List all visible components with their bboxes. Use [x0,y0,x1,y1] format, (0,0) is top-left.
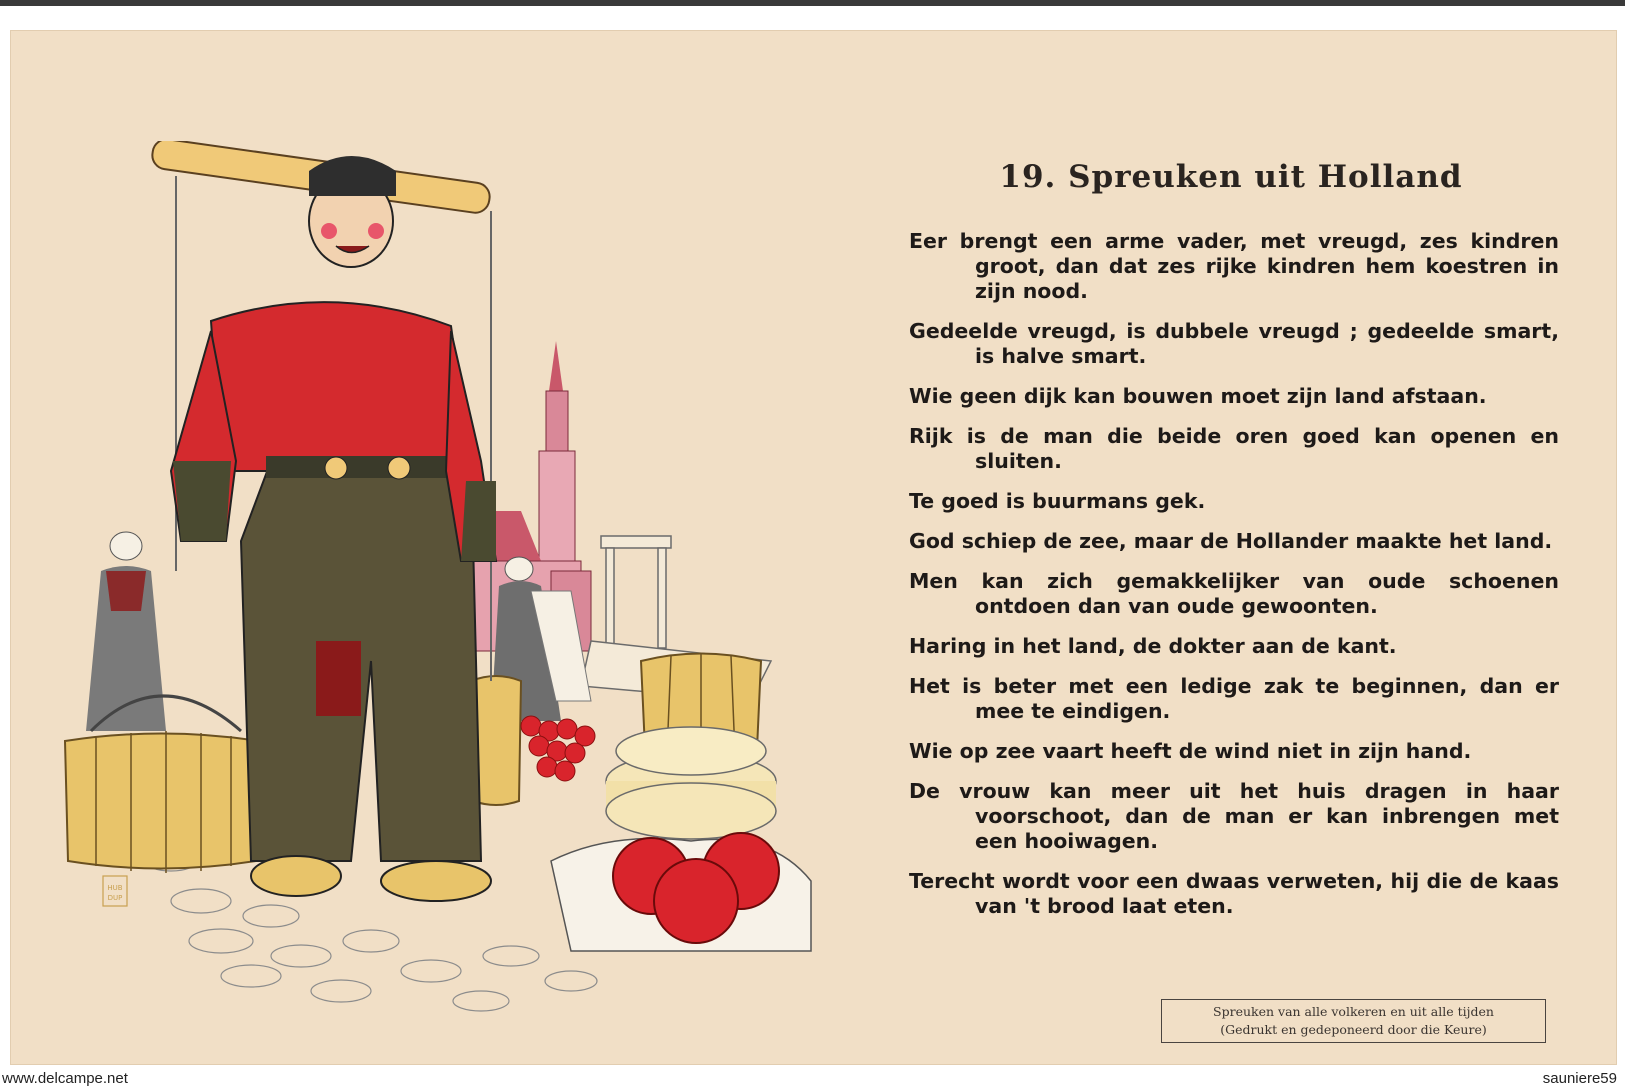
sayings-list [909,229,1559,934]
saying-item: God schiep de zee, maar de Hollander maakte het land. [909,529,1553,553]
saying-item: Wie geen dijk kan bouwen moet zijn land afstaan. [909,384,1487,408]
svg-text:HUB: HUB [107,884,123,892]
woman-left [86,532,166,731]
small-red-cheeses [521,716,595,781]
saying-item: Gedeelde vreugd, is dubbele vreugd ; gedeelde smart, is halve smart. [909,319,1559,368]
postcard [10,30,1617,1065]
publisher-box [1161,999,1546,1043]
publisher-line-2: (Gedrukt en gedeponeerd door die Keure) [1220,1022,1487,1037]
saying-item: Men kan zich gemakkelijker van oude schoenen ontdoen dan van oude gewoonten. [909,569,1559,618]
saying-item: Eer brengt een arme vader, met vreugd, zes kindren groot, dan dat zes rijke kindren hem koestren in zijn nood. [909,229,1559,303]
svg-text:DUP: DUP [107,894,123,902]
saying-item: Te goed is buurmans gek. [909,489,1206,513]
dutch-man-illustration [51,141,881,1041]
saying-item: Rijk is de man die beide oren goed kan openen en sluiten. [909,424,1559,473]
saying-item: Haring in het land, de dokter aan de kant. [909,634,1397,658]
publisher-line-1: Spreuken van alle volkeren en uit alle tijden [1213,1004,1494,1019]
saying-item: Wie op zee vaart heeft de wind niet in zijn hand. [909,739,1472,763]
cobblestones [145,851,597,1011]
cheese-pile [551,727,811,951]
saying-item: De vrouw kan meer uit het huis dragen in haar voorschoot, dan de man er kan inbrengen met een hooiwagen. [909,779,1559,853]
watermark-right: sauniere59 [1542,1070,1617,1087]
saying-item: Terecht wordt voor een dwaas verweten, hij die de kaas van 't brood laat eten. [909,869,1559,918]
saying-item: Het is beter met een ledige zak te beginnen, dan er mee te eindigen. [909,674,1559,723]
postcard-title: 19. Spreuken uit Holland [999,159,1463,195]
watermark-left: www.delcampe.net [2,1070,128,1087]
watermark-bar [0,1070,1625,1088]
artist-monogram [103,876,127,906]
top-border-strip [0,0,1625,6]
